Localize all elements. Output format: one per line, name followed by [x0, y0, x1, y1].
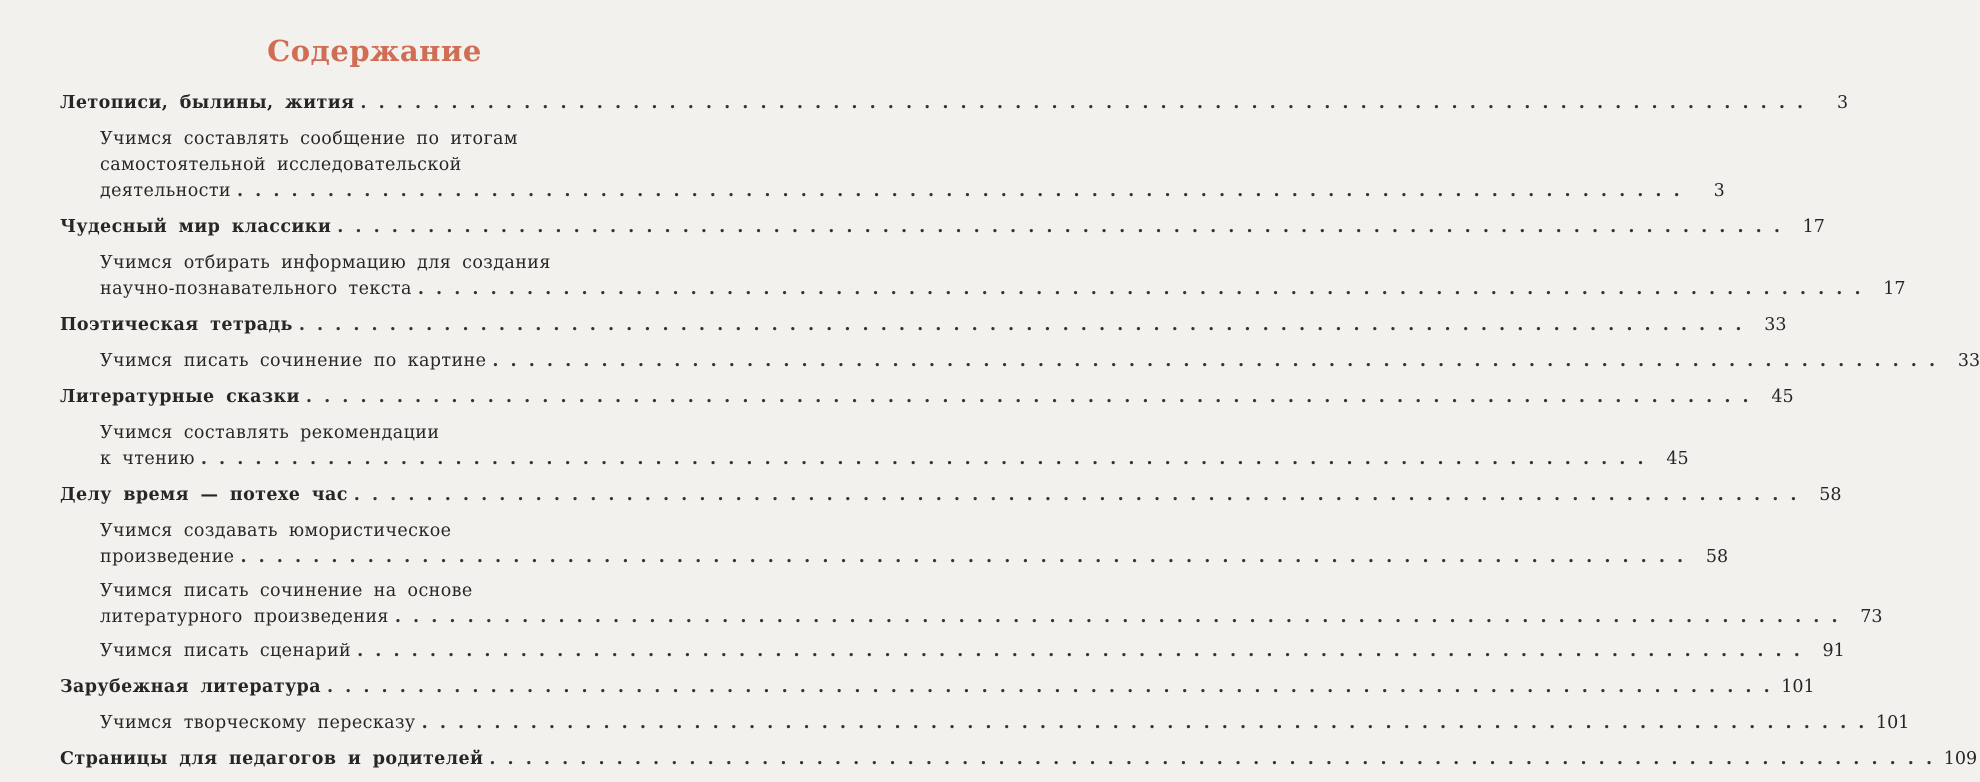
toc-entry-text-line: Летописи, былины, жития — [60, 93, 355, 113]
page-number: 45 — [1771, 387, 1794, 407]
toc-entry-text-line: Учимся составлять рекомендации — [100, 423, 440, 443]
page-number: 33 — [1957, 351, 1980, 371]
toc-entry-leader-row — [100, 446, 1689, 472]
page-number: 17 — [1883, 279, 1906, 299]
page-number: 33 — [1764, 315, 1787, 335]
dot-leader: . . . . . . . . . . . . . . . . . . . . . . . . . . . . . . . . . . . . . . . . . . . . . . . . . . . . . . . . . . . . . . . . . . . . . . . . . . . . . . . . — [492, 351, 1939, 371]
toc-entry-text-line: Делу время — потехе час — [60, 485, 348, 505]
page-number: 58 — [1705, 547, 1729, 567]
page-number: 17 — [1802, 217, 1825, 237]
toc-entry-leader-row — [60, 744, 1978, 774]
dot-leader: . . . . . . . . . . . . . . . . . . . . . . . . . . . . . . . . . . . . . . . . . . . . . . . . . . . . . . . . . . . . . . . . . . . . . . . . . . . . . . . . — [353, 485, 1800, 505]
toc-entry-text-line: деятельности — [100, 181, 231, 201]
toc-entry-text-line: Поэтическая тетрадь — [60, 315, 293, 335]
toc-entry-leader-row — [60, 672, 1815, 702]
dot-leader: . . . . . . . . . . . . . . . . . . . . . . . . . . . . . . . . . . . . . . . . . . . . . . . . . . . . . . . . . . . . . . . . . . . . . . . . . . . . . . . . — [360, 93, 1807, 113]
dot-leader: . . . . . . . . . . . . . . . . . . . . . . . . . . . . . . . . . . . . . . . . . . . . . . . . . . . . . . . . . . . . . . . . . . . . . . . . . . . . . . . . — [237, 181, 1683, 201]
page-number: 73 — [1860, 607, 1883, 627]
toc-entry-text-line: самостоятельной исследовательской — [100, 155, 462, 175]
toc-entry-text-line: Учимся творческому пересказу — [100, 713, 416, 733]
table-of-contents — [60, 88, 1980, 782]
dot-leader: . . . . . . . . . . . . . . . . . . . . . . . . . . . . . . . . . . . . . . . . . . . . . . . . . . . . . . . . . . . . . . . . . . . . . . . . . . . . . . . . — [489, 749, 1936, 769]
toc-entry-leader-row — [100, 178, 1725, 204]
toc-entry-text-line: Учимся составлять сообщение по итогам — [100, 129, 518, 149]
dot-leader: . . . . . . . . . . . . . . . . . . . . . . . . . . . . . . . . . . . . . . . . . . . . . . . . . . . . . . . . . . . . . . . . . . . . . . . . . . . . . . . . — [326, 677, 1773, 697]
toc-section-entry — [60, 672, 1815, 702]
toc-section-entry — [60, 382, 1794, 412]
dot-leader: . . . . . . . . . . . . . . . . . . . . . . . . . . . . . . . . . . . . . . . . . . . . . . . . . . . . . . . . . . . . . . . . . . . . . . . . . . . . . . . . — [421, 713, 1868, 733]
dot-leader: . . . . . . . . . . . . . . . . . . . . . . . . . . . . . . . . . . . . . . . . . . . . . . . . . . . . . . . . . . . . . . . . . . . . . . . . . . . . . . . . — [394, 607, 1841, 627]
toc-entry-leader-row — [100, 604, 1883, 630]
toc-entry-leader-row — [100, 276, 1906, 302]
toc-entry-leader-row — [60, 382, 1794, 412]
toc-entry-leader-row — [60, 480, 1842, 510]
toc-entry-leader-row — [60, 310, 1787, 340]
toc-entry-text-line: Зарубежная литература — [60, 677, 321, 697]
toc-subsection-entry — [60, 710, 1910, 736]
dot-leader: . . . . . . . . . . . . . . . . . . . . . . . . . . . . . . . . . . . . . . . . . . . . . . . . . . . . . . . . . . . . . . . . . . . . . . . . . . . . . . . . — [305, 387, 1752, 407]
toc-section-entry — [60, 212, 1825, 242]
toc-entry-text-line: к чтению — [100, 449, 195, 469]
dot-leader: . . . . . . . . . . . . . . . . . . . . . . . . . . . . . . . . . . . . . . . . . . . . . . . . . . . . . . . . . . . . . . . . . . . . . . . . . . . . . . . . — [357, 641, 1803, 661]
page-title: Содержание — [267, 34, 482, 68]
dot-leader: . . . . . . . . . . . . . . . . . . . . . . . . . . . . . . . . . . . . . . . . . . . . . . . . . . . . . . . . . . . . . . . . . . . . . . . . . . . . . . . . — [240, 547, 1687, 567]
page-number: 3 — [1836, 93, 1849, 113]
toc-subsection-entry — [60, 126, 1725, 204]
toc-section-entry — [60, 310, 1787, 340]
toc-entry-text-line: Учимся создавать юмористическое — [100, 521, 452, 541]
dot-leader: . . . . . . . . . . . . . . . . . . . . . . . . . . . . . . . . . . . . . . . . . . . . . . . . . . . . . . . . . . . . . . . . . . . . . . . . . . . . . . . . — [200, 449, 1647, 469]
toc-subsection-entry — [60, 578, 1883, 630]
toc-entry-text-line: Учимся отбирать информацию для создания — [100, 253, 551, 273]
dot-leader: . . . . . . . . . . . . . . . . . . . . . . . . . . . . . . . . . . . . . . . . . . . . . . . . . . . . . . . . . . . . . . . . . . . . . . . . . . . . . . . . — [337, 217, 1783, 237]
toc-entry-text-line: литературного произведения — [100, 607, 389, 627]
page-number: 91 — [1822, 641, 1845, 661]
toc-subsection-entry — [60, 638, 1845, 664]
page-number: 101 — [1875, 713, 1910, 733]
toc-section-entry — [60, 480, 1842, 510]
page-number: 45 — [1666, 449, 1689, 469]
page-number: 101 — [1781, 677, 1815, 697]
toc-section-entry — [60, 88, 1849, 118]
toc-entry-text-line: Учимся писать сценарий — [100, 641, 352, 661]
toc-subsection-entry — [60, 420, 1689, 472]
toc-entry-leader-row — [100, 710, 1910, 736]
toc-subsection-entry — [60, 518, 1729, 570]
page-number: 3 — [1713, 181, 1725, 201]
toc-entry-leader-row — [100, 348, 1980, 374]
dot-leader: . . . . . . . . . . . . . . . . . . . . . . . . . . . . . . . . . . . . . . . . . . . . . . . . . . . . . . . . . . . . . . . . . . . . . . . . . . . . . . . . — [298, 315, 1745, 335]
toc-entry-text-line: Страницы для педагогов и родителей — [60, 749, 484, 769]
toc-entry-leader-row — [100, 638, 1845, 664]
toc-entry-text-line: Литературные сказки — [60, 387, 300, 407]
toc-subsection-entry — [60, 348, 1980, 374]
toc-entry-leader-row — [100, 544, 1729, 570]
toc-entry-leader-row — [60, 212, 1825, 242]
page-number: 58 — [1819, 485, 1842, 505]
toc-entry-text-line: Чудесный мир классики — [60, 217, 332, 237]
toc-subsection-entry — [60, 250, 1906, 302]
dot-leader: . . . . . . . . . . . . . . . . . . . . . . . . . . . . . . . . . . . . . . . . . . . . . . . . . . . . . . . . . . . . . . . . . . . . . . . . . . . . . . . . — [417, 279, 1864, 299]
page-number: 109 — [1943, 749, 1978, 769]
toc-section-entry — [60, 744, 1978, 774]
toc-entry-text-line: Учимся писать сочинение на основе — [100, 581, 473, 601]
toc-entry-text-line: произведение — [100, 547, 235, 567]
toc-entry-leader-row — [60, 88, 1849, 118]
toc-entry-text-line: Учимся писать сочинение по картине — [100, 351, 487, 371]
toc-entry-text-line: научно-познавательного текста — [100, 279, 412, 299]
